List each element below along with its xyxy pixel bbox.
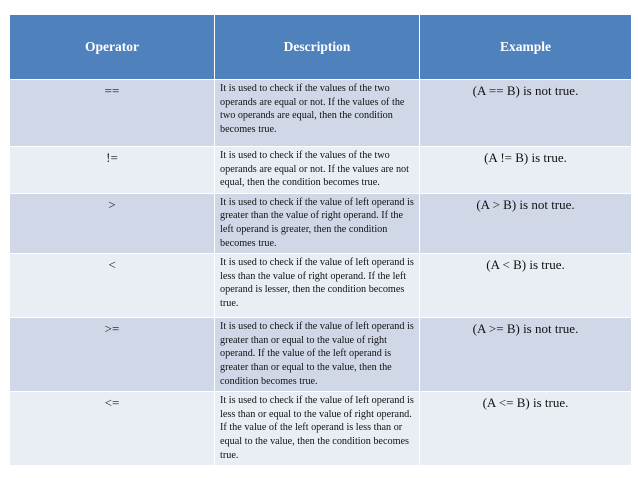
table-row [10, 392, 632, 466]
header-description: Description [215, 15, 420, 80]
description-cell: It is used to check if the value of left operand is less than the value of right operand. If the left operand is lesser, then the condition becomes true. [215, 254, 420, 318]
operator-cell: != [10, 147, 215, 194]
table-row [10, 147, 632, 194]
example-cell: (A != B) is true. [420, 147, 632, 194]
example-cell: (A > B) is not true. [420, 193, 632, 253]
example-cell: (A >= B) is not true. [420, 318, 632, 392]
example-cell: (A == B) is not true. [420, 80, 632, 147]
description-cell: It is used to check if the value of left operand is greater than the value of right operand. If the left operand is greater, then the condition becomes true. [215, 193, 420, 253]
table-row [10, 254, 632, 318]
operator-cell: == [10, 80, 215, 147]
example-cell: (A < B) is true. [420, 254, 632, 318]
description-cell: It is used to check if the value of left operand is greater than or equal to the value of right operand. If the value of the left operand is greater than or equal to the value, then the condition becomes true. [215, 318, 420, 392]
description-cell: It is used to check if the value of left operand is less than or equal to the value of right operand. If the value of the left operand is less than or equal to the value, then the condition becomes true. [215, 392, 420, 466]
example-cell: (A <= B) is true. [420, 392, 632, 466]
operators-table [9, 14, 632, 466]
operator-cell: >= [10, 318, 215, 392]
table-row [10, 80, 632, 147]
table-row [10, 318, 632, 392]
description-cell: It is used to check if the values of the two operands are equal or not. If the values of the two operands are equal, then the condition becomes true. [215, 80, 420, 147]
operator-cell: < [10, 254, 215, 318]
table-header-row [10, 15, 632, 80]
operator-cell: <= [10, 392, 215, 466]
table-row [10, 193, 632, 253]
header-operator: Operator [10, 15, 215, 80]
description-cell: It is used to check if the values of the two operands are equal or not. If the values are not equal, then the condition becomes true. [215, 147, 420, 194]
header-example: Example [420, 15, 632, 80]
operator-cell: > [10, 193, 215, 253]
